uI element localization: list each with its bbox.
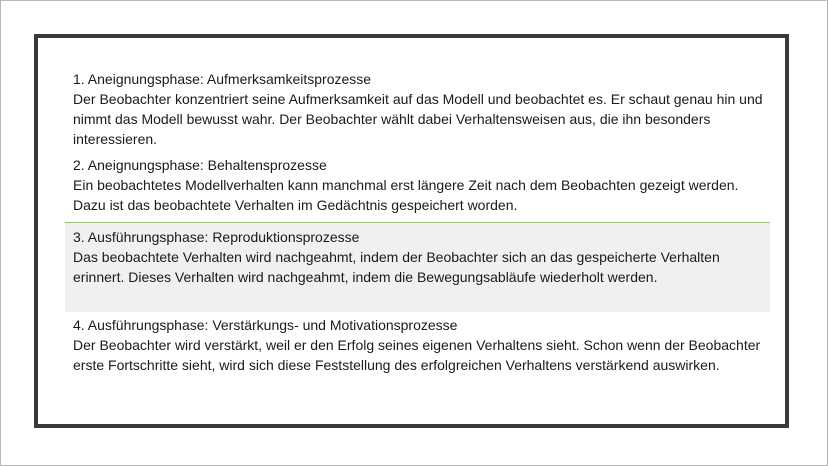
section-body: Das beobachtete Verhalten wird nachgeahmt, indem der Beobachter sich an das gespeicherte Verhalten erinnert. Dieses Verhalten wird nachgeahmt, indem die Bewegungsabläufe wiederholt werden. <box>73 249 720 285</box>
section-heading: 2. Aneignungsphase: Behaltensprozesse <box>73 157 327 173</box>
section-motivationsprozesse <box>65 315 770 375</box>
section-body: Der Beobachter konzentriert seine Aufmerksamkeit auf das Modell und beobachtet es. Er schaut genau hin und nimmt das Modell bewusst wahr. Der Beobachter wählt dabei Verhaltensweisen aus, die ihn besonders interessieren. <box>73 91 763 147</box>
section-reproduktionsprozesse-highlighted <box>65 222 770 312</box>
section-heading: 3. Ausführungsphase: Reproduktionsprozesse <box>73 229 360 245</box>
section-behaltensprozesse <box>65 155 770 215</box>
section-heading: 1. Aneignungsphase: Aufmerksamkeitsprozesse <box>73 71 372 87</box>
section-body: Ein beobachtetes Modellverhalten kann manchmal erst längere Zeit nach dem Beobachten gezeigt werden. Dazu ist das beobachtete Verhalten im Gedächtnis gespeichert worden. <box>73 177 739 213</box>
section-aufmerksamkeitsprozesse <box>65 69 770 149</box>
content-frame <box>34 34 789 428</box>
section-heading: 4. Ausführungsphase: Verstärkungs- und Motivationsprozesse <box>73 317 458 333</box>
section-body: Der Beobachter wird verstärkt, weil er den Erfolg seines eigenen Verhaltens sieht. Schon wenn der Beobachter erste Fortschritte sieht, wird sich diese Feststellung des erfolgreichen Verhaltens verstärkend auswirken. <box>73 337 761 373</box>
